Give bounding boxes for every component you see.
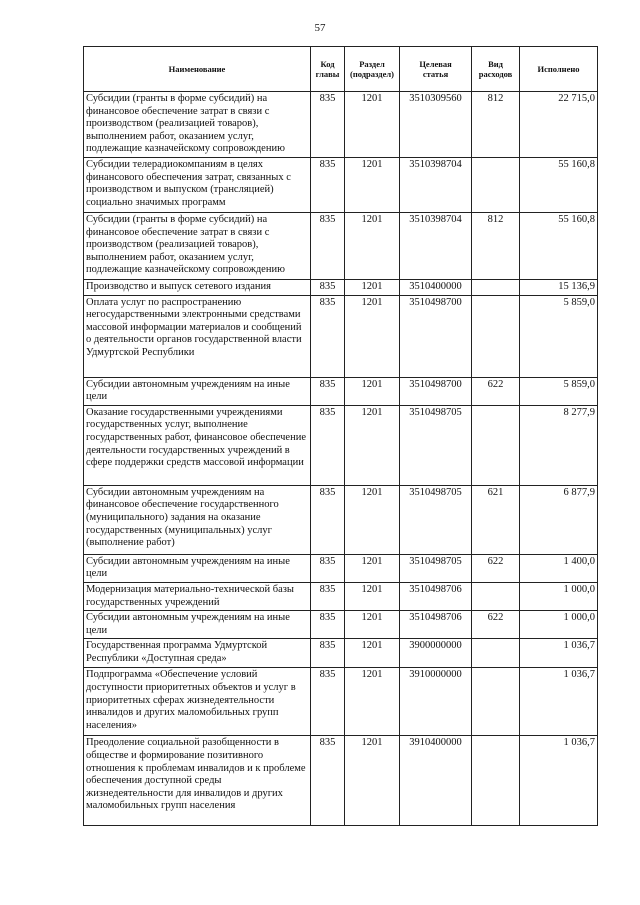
- header-section: [345, 47, 400, 92]
- row-section: 1201: [345, 554, 400, 582]
- row-article: 3510309560: [400, 92, 472, 158]
- row-article: 3510498706: [400, 582, 472, 610]
- row-article: 3510400000: [400, 280, 472, 296]
- row-amount: 55 160,8: [520, 158, 598, 213]
- row-code: 835: [311, 295, 345, 377]
- row-article: 3510498705: [400, 554, 472, 582]
- row-expense: 621: [472, 485, 520, 554]
- row-section: 1201: [345, 295, 400, 377]
- row-article: 3910400000: [400, 736, 472, 826]
- row-code: 835: [311, 280, 345, 296]
- row-section: 1201: [345, 582, 400, 610]
- row-name: Субсидии телерадиокомпаниям в целях финансового обеспечения затрат, связанных с производством и выпуском (трансляцией) социально значимых программ: [84, 158, 311, 213]
- row-name: Преодоление социальной разобщенности в обществе и формирование позитивного отношения к проблемам инвалидов и к проблеме обеспечения доступной среды жизнедеятельности для инвалидов и других маломобильных групп населения: [84, 736, 311, 826]
- table-row: [84, 295, 598, 377]
- table-row: [84, 736, 598, 826]
- row-article: 3910000000: [400, 668, 472, 736]
- header-expense-line2: расходов: [478, 69, 513, 79]
- header-expense-line1: Вид: [488, 59, 503, 69]
- row-expense: 622: [472, 377, 520, 405]
- table-row: [84, 485, 598, 554]
- table-row: [84, 92, 598, 158]
- row-code: 835: [311, 582, 345, 610]
- row-code: 835: [311, 377, 345, 405]
- row-section: 1201: [345, 405, 400, 485]
- row-name: Субсидии автономным учреждениям на финансовое обеспечение государственного (муниципального) задания на оказание государственных (муниципальных) услуг (выполнение работ): [84, 485, 311, 554]
- row-article: 3510498705: [400, 405, 472, 485]
- row-amount: 1 036,7: [520, 639, 598, 668]
- row-amount: 8 277,9: [520, 405, 598, 485]
- row-section: 1201: [345, 92, 400, 158]
- row-article: 3510498706: [400, 611, 472, 639]
- row-amount: 6 877,9: [520, 485, 598, 554]
- header-article-line2: статья: [422, 69, 449, 79]
- row-expense: 812: [472, 92, 520, 158]
- table-header-row: [84, 47, 598, 92]
- header-amount: Исполнено: [520, 47, 598, 92]
- table-row: [84, 280, 598, 296]
- table-row: [84, 582, 598, 610]
- row-amount: 1 000,0: [520, 582, 598, 610]
- row-amount: 22 715,0: [520, 92, 598, 158]
- table-row: [84, 611, 598, 639]
- row-name: Модернизация материально-технической базы государственных учреждений: [84, 582, 311, 610]
- table-row: [84, 554, 598, 582]
- row-amount: 5 859,0: [520, 295, 598, 377]
- header-name: Наименование: [84, 47, 311, 92]
- row-section: 1201: [345, 377, 400, 405]
- row-expense: [472, 280, 520, 296]
- row-section: 1201: [345, 736, 400, 826]
- row-expense: [472, 582, 520, 610]
- row-article: 3510498700: [400, 377, 472, 405]
- table-row: [84, 405, 598, 485]
- row-code: 835: [311, 736, 345, 826]
- row-article: 3510498705: [400, 485, 472, 554]
- row-section: 1201: [345, 668, 400, 736]
- row-article: 3510498700: [400, 295, 472, 377]
- row-name: Субсидии автономным учреждениям на иные цели: [84, 377, 311, 405]
- row-amount: 1 400,0: [520, 554, 598, 582]
- row-expense: 812: [472, 213, 520, 280]
- row-name: Производство и выпуск сетевого издания: [84, 280, 311, 296]
- row-amount: 55 160,8: [520, 213, 598, 280]
- row-section: 1201: [345, 158, 400, 213]
- row-section: 1201: [345, 639, 400, 668]
- row-expense: [472, 668, 520, 736]
- row-amount: 1 036,7: [520, 736, 598, 826]
- row-name: Оплата услуг по распространению негосударственными электронными средствами массовой информации материалов и сообщений о деятельности органов государственной власти Удмуртской Республики: [84, 295, 311, 377]
- row-expense: [472, 639, 520, 668]
- row-code: 835: [311, 213, 345, 280]
- row-name: Субсидии автономным учреждениям на иные цели: [84, 554, 311, 582]
- row-name: Субсидии (гранты в форме субсидий) на финансовое обеспечение затрат в связи с производством (реализацией товаров), выполнением работ, оказанием услуг, подлежащие казначейскому сопровождению: [84, 92, 311, 158]
- row-name: Оказание государственными учреждениями государственных услуг, выполнение государственных работ, финансовое обеспечение деятельности государственных учреждений в сфере поддержки средств массовой информации: [84, 405, 311, 485]
- row-amount: 5 859,0: [520, 377, 598, 405]
- row-name: Субсидии автономным учреждениям на иные цели: [84, 611, 311, 639]
- header-article: [400, 47, 472, 92]
- table-row: [84, 158, 598, 213]
- row-expense: 622: [472, 611, 520, 639]
- row-section: 1201: [345, 611, 400, 639]
- row-code: 835: [311, 668, 345, 736]
- row-name: Государственная программа Удмуртской Республики «Доступная среда»: [84, 639, 311, 668]
- header-section-line2: (подраздел): [350, 69, 394, 79]
- row-section: 1201: [345, 280, 400, 296]
- row-code: 835: [311, 639, 345, 668]
- budget-table: [83, 46, 598, 826]
- header-expense: [472, 47, 520, 92]
- row-code: 835: [311, 405, 345, 485]
- row-amount: 1 036,7: [520, 668, 598, 736]
- row-section: 1201: [345, 213, 400, 280]
- row-name: Подпрограмма «Обеспечение условий доступности приоритетных объектов и услуг в приоритетных сферах жизнедеятельности инвалидов и других маломобильных групп населения»: [84, 668, 311, 736]
- row-expense: [472, 158, 520, 213]
- row-section: 1201: [345, 485, 400, 554]
- row-expense: [472, 405, 520, 485]
- row-expense: [472, 295, 520, 377]
- row-amount: 1 000,0: [520, 611, 598, 639]
- row-code: 835: [311, 611, 345, 639]
- row-code: 835: [311, 485, 345, 554]
- header-code: [311, 47, 345, 92]
- row-name: Субсидии (гранты в форме субсидий) на финансовое обеспечение затрат в связи с производством (реализацией товаров), выполнением работ, оказанием услуг, подлежащие казначейскому сопровождению: [84, 213, 311, 280]
- header-article-line1: Целевая: [419, 59, 452, 69]
- table-row: [84, 377, 598, 405]
- row-article: 3900000000: [400, 639, 472, 668]
- row-code: 835: [311, 158, 345, 213]
- page-number: 57: [314, 22, 326, 34]
- row-expense: [472, 736, 520, 826]
- table-row: [84, 668, 598, 736]
- row-amount: 15 136,9: [520, 280, 598, 296]
- header-code-line1: Код: [320, 59, 335, 69]
- row-expense: 622: [472, 554, 520, 582]
- table-row: [84, 213, 598, 280]
- header-section-line1: Раздел: [359, 59, 385, 69]
- row-article: 3510398704: [400, 158, 472, 213]
- row-article: 3510398704: [400, 213, 472, 280]
- row-code: 835: [311, 554, 345, 582]
- row-code: 835: [311, 92, 345, 158]
- table-row: [84, 639, 598, 668]
- header-code-line2: главы: [315, 69, 340, 79]
